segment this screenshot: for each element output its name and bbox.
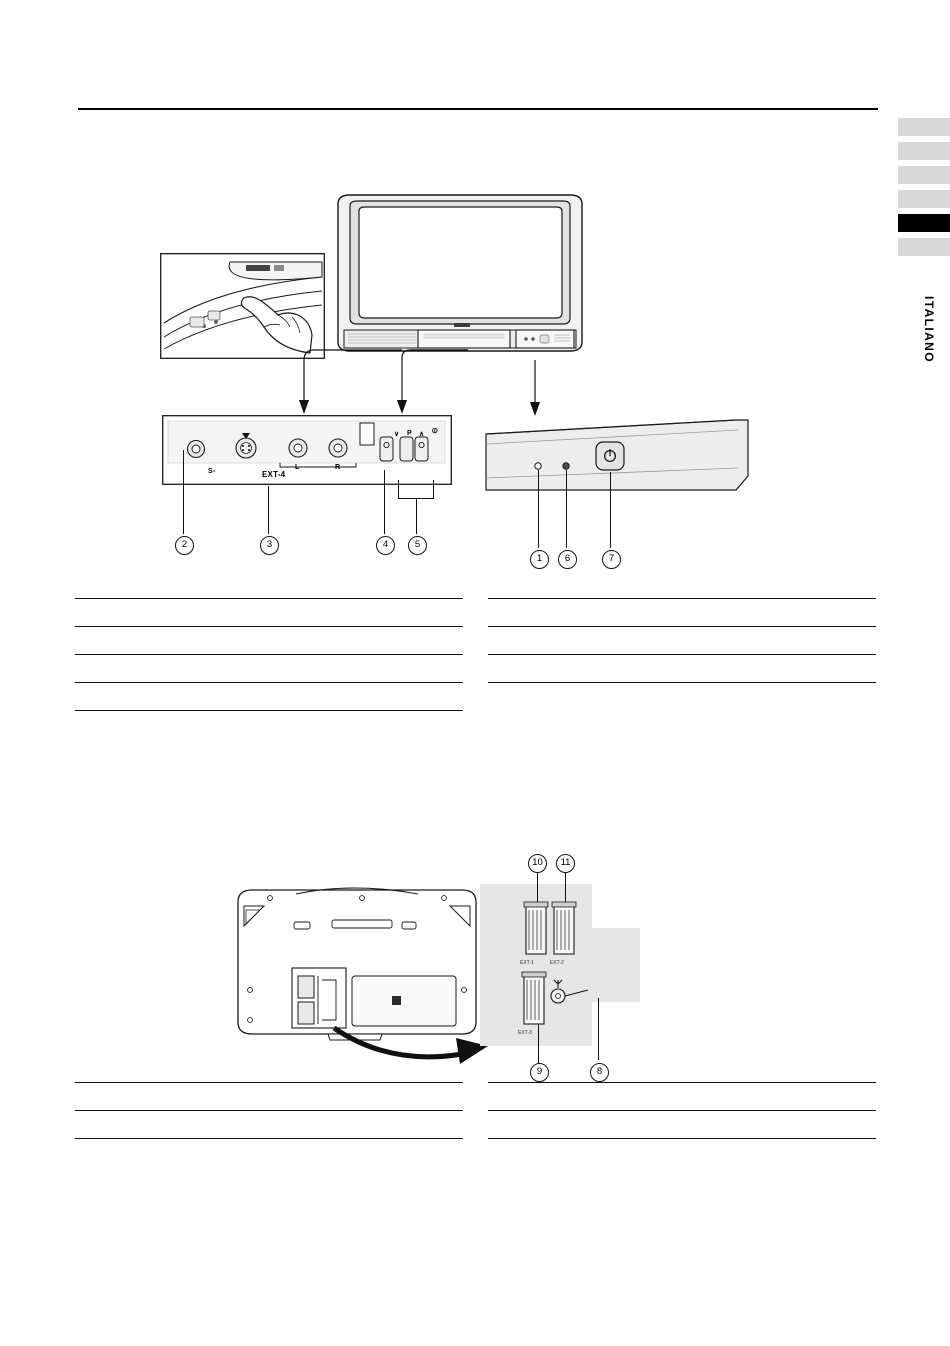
svg-text:EXT-1: EXT-1: [520, 960, 534, 966]
caption-block-right-top: [488, 598, 876, 683]
caption-block-left-top: [75, 598, 463, 711]
leader-callout-1: [538, 470, 539, 548]
label-audio-left: L: [295, 464, 300, 471]
arrow-to-indicator-panel: [520, 360, 550, 418]
leader-callout-10: [537, 872, 538, 902]
side-tab-strip: [898, 118, 950, 262]
leader-callout-8: [598, 998, 599, 1060]
callout-10: 10: [528, 854, 547, 873]
front-connector-panel: [162, 415, 452, 485]
indicator-panel: [484, 418, 750, 492]
page-top-rule: [78, 108, 878, 110]
caption-block-left-bottom: [75, 1082, 463, 1139]
side-tab-6[interactable]: [898, 238, 950, 256]
callout-3: 3: [260, 536, 279, 555]
side-tab-3[interactable]: [898, 166, 950, 184]
callout-5: 5: [408, 536, 427, 555]
rear-connector-detail: [480, 884, 640, 1046]
svg-text:EXT-2: EXT-2: [550, 960, 564, 966]
bracket-callout-5-right: [433, 480, 434, 498]
label-program-down: ∨: [394, 431, 400, 438]
caption-rule: [488, 1082, 876, 1083]
caption-rule: [75, 710, 463, 711]
side-tab-2[interactable]: [898, 142, 950, 160]
caption-rule: [75, 1110, 463, 1111]
callout-8: 8: [590, 1063, 609, 1082]
caption-rule: [488, 626, 876, 627]
label-program-up: ∧: [419, 431, 425, 438]
caption-rule: [488, 598, 876, 599]
side-tab-1[interactable]: [898, 118, 950, 136]
caption-rule: [488, 682, 876, 683]
callout-4: 4: [376, 536, 395, 555]
caption-block-right-bottom: [488, 1082, 876, 1139]
callout-6: 6: [558, 550, 577, 569]
side-tab-5-active[interactable]: [898, 214, 950, 232]
hand-pressing-inset: [160, 253, 325, 359]
arrow-rear-to-detail: [330, 1018, 500, 1070]
leader-callout-6: [566, 470, 567, 548]
callout-9: 9: [530, 1063, 549, 1082]
caption-rule: [75, 626, 463, 627]
side-tab-4[interactable]: [898, 190, 950, 208]
leader-callout-2: [183, 450, 184, 534]
svg-text:EXT-3: EXT-3: [518, 1030, 532, 1036]
leader-callout-3: [268, 486, 269, 534]
callout-1: 1: [530, 550, 549, 569]
arrow-to-connector-panel: [290, 348, 480, 418]
label-ext4: EXT-4: [262, 470, 286, 479]
callout-2: 2: [175, 536, 194, 555]
caption-rule: [75, 598, 463, 599]
caption-rule: [75, 654, 463, 655]
bracket-callout-5-left: [398, 480, 399, 498]
callout-11: 11: [556, 854, 575, 873]
language-label: ITALIANO: [922, 296, 936, 363]
caption-rule: [488, 1110, 876, 1111]
caption-rule: [488, 654, 876, 655]
label-audio-right: R: [335, 464, 341, 471]
leader-callout-7: [610, 472, 611, 548]
caption-rule: [488, 1138, 876, 1139]
leader-callout-5: [416, 498, 417, 534]
label-program: P: [407, 430, 412, 437]
label-svideo: S-: [208, 468, 216, 475]
caption-rule: [75, 682, 463, 683]
caption-rule: [75, 1082, 463, 1083]
label-standby: ⏼: [432, 428, 438, 435]
callout-7: 7: [602, 550, 621, 569]
leader-callout-11: [565, 872, 566, 902]
leader-callout-4: [384, 470, 385, 534]
caption-rule: [75, 1138, 463, 1139]
